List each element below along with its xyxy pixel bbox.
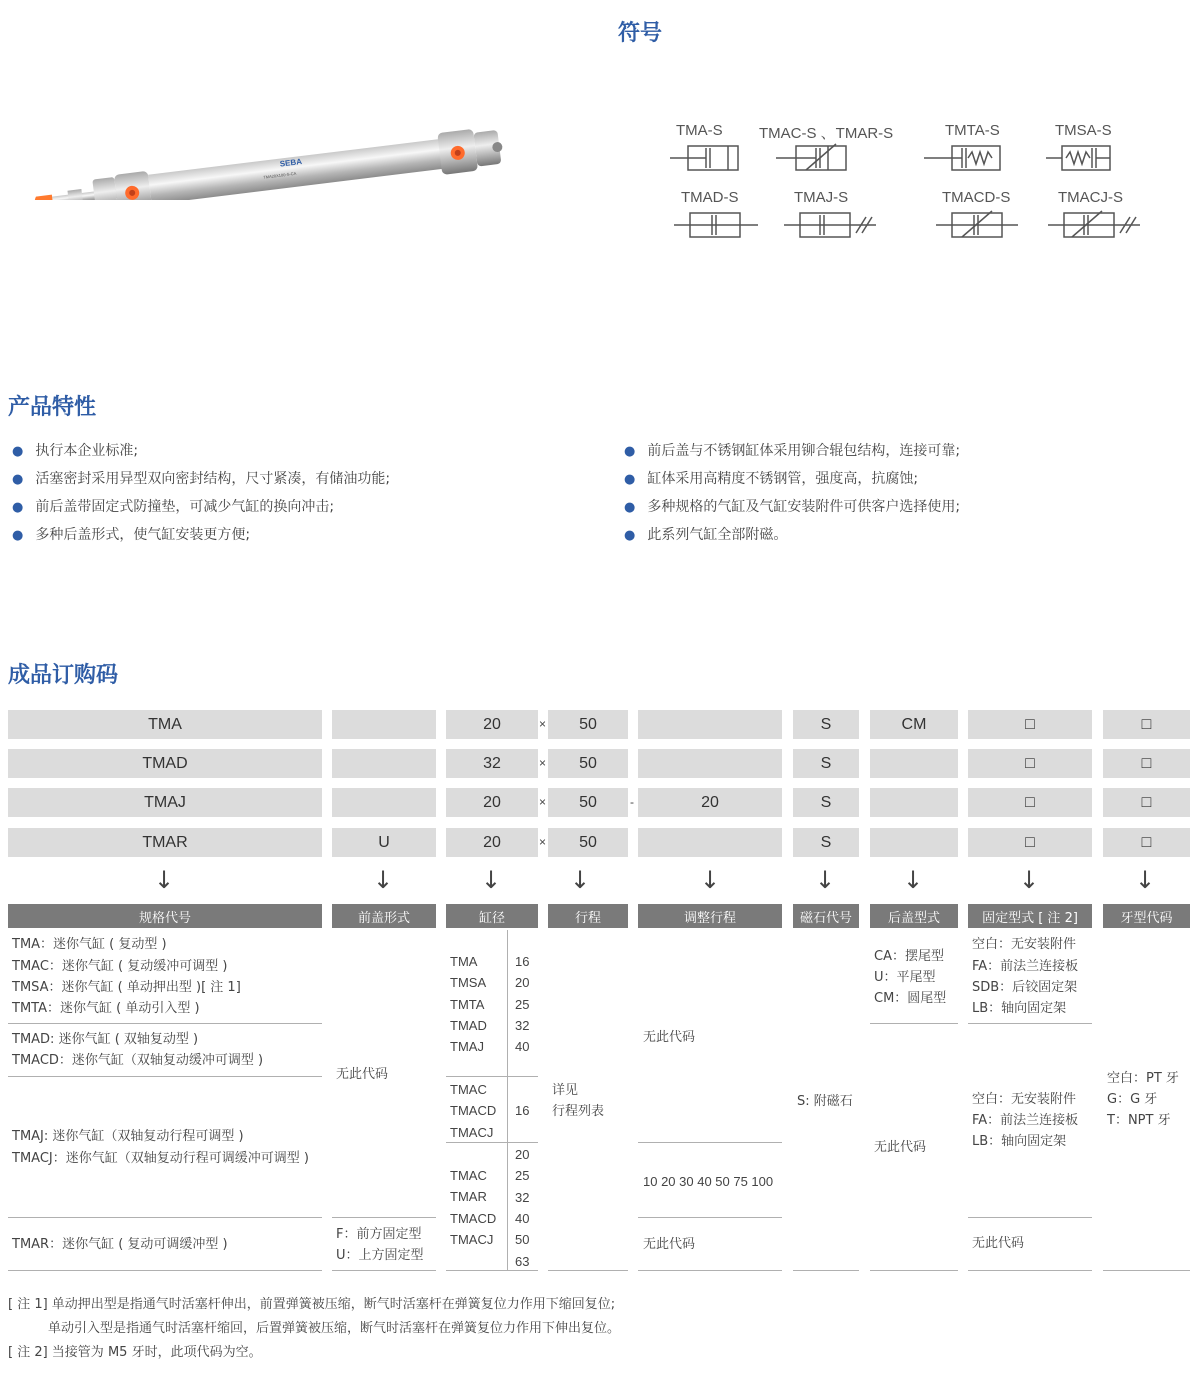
arrow-down-icon: ↓ xyxy=(1135,866,1156,894)
order-cell-model: TMAD xyxy=(8,749,322,778)
order-cell-rear xyxy=(870,828,958,857)
front-cover-none: 无此代码 xyxy=(336,1067,389,1082)
bore-value: 25 xyxy=(515,996,530,1012)
order-cell-mount: □ xyxy=(968,710,1092,739)
order-cell-thread: □ xyxy=(1103,710,1190,739)
bore-value: TMACD xyxy=(450,1210,497,1226)
mount-option: 空白：无安装附件 xyxy=(972,1092,1077,1107)
divider xyxy=(638,1217,782,1218)
order-cell-stroke: 50 xyxy=(548,710,628,739)
order-cell-model: TMAR xyxy=(8,828,322,857)
order-cell-x: × xyxy=(539,717,547,731)
note-2: [ 注 2] 当接管为 M5 牙时，此项代码为空。 xyxy=(8,1345,262,1360)
rear-cover-none: 无此代码 xyxy=(874,1140,927,1155)
spec-text: TMACD：迷你气缸（双轴复动缓冲可调型 ) xyxy=(12,1053,264,1068)
stroke-text: 行程列表 xyxy=(552,1104,605,1119)
order-cell-magnet: S xyxy=(793,828,859,857)
header-mount-type: 固定型式 [ 注 2] xyxy=(968,904,1092,928)
mount-option: 空白：无安装附件 xyxy=(972,937,1077,952)
bore-value: TMAC xyxy=(450,1082,487,1097)
symbol-tmacd-s-icon xyxy=(934,207,1034,247)
thread-option: G：G 牙 xyxy=(1107,1092,1158,1107)
spec-text: TMTA：迷你气缸 ( 单动引入型 ) xyxy=(12,1001,200,1016)
header-bore: 缸径 xyxy=(446,904,538,928)
bore-value: 20 xyxy=(515,975,530,991)
note-1-continued: 单动引入型是指通气时活塞杆缩回，后置弹簧被压缩，断气时活塞杆在弹簧复位力作用下伸出复位。 xyxy=(48,1321,621,1336)
cylinder-model-text: TMA20X100-S-CA xyxy=(262,170,297,180)
order-cell-model: TMAJ xyxy=(8,788,322,817)
order-cell-rear: CM xyxy=(870,710,958,739)
bore-value: 16 xyxy=(515,954,530,969)
divider xyxy=(332,1217,436,1218)
mount-option: FA：前法兰连接板 xyxy=(972,959,1079,974)
order-cell-bore: 20 xyxy=(446,710,538,739)
spec-text: TMAR：迷你气缸 ( 复动可调缓冲型 ) xyxy=(12,1237,228,1252)
feature-item: ● 前后盖与不锈钢缸体采用铆合辊包结构，连接可靠; xyxy=(624,443,961,459)
spec-text: TMSA：迷你气缸 ( 单动押出型 )[ 注 1] xyxy=(12,980,241,995)
bore-value: TMACD xyxy=(450,1103,497,1119)
bore-value: 63 xyxy=(515,1253,530,1269)
divider xyxy=(8,1076,322,1077)
cylinder-brand: SEBA xyxy=(279,156,303,169)
divider xyxy=(332,1270,436,1271)
magnet-text: S: 附磁石 xyxy=(797,1094,853,1109)
divider xyxy=(793,1270,859,1271)
order-cell-dash: - xyxy=(630,795,634,809)
arrow-down-icon: ↓ xyxy=(815,866,836,894)
rear-cover-option: CM：圆尾型 xyxy=(874,991,947,1006)
order-cell-x: × xyxy=(539,835,547,849)
cylinder-image xyxy=(28,100,508,200)
divider xyxy=(446,1076,538,1077)
rear-cover-option: CA：摆尾型 xyxy=(874,949,944,964)
order-cell-adjust: 20 xyxy=(638,788,782,817)
stroke-text: 详见 xyxy=(552,1083,579,1098)
order-title: 成品订购码 xyxy=(8,663,119,688)
order-cell-front xyxy=(332,749,436,778)
order-cell-rear xyxy=(870,788,958,817)
header-front-cover: 前盖形式 xyxy=(332,904,436,928)
order-cell-mount: □ xyxy=(968,749,1092,778)
symbols-title: 符号 xyxy=(618,21,663,46)
arrow-down-icon: ↓ xyxy=(700,866,721,894)
symbol-label: TMSA-S xyxy=(1055,122,1112,139)
bore-value: 20 xyxy=(515,1147,530,1162)
bore-value: 16 xyxy=(515,1103,530,1118)
symbol-tma-s-icon xyxy=(668,140,768,180)
mount-option: FA：前法兰连接板 xyxy=(972,1113,1079,1128)
order-cell-mount: □ xyxy=(968,788,1092,817)
divider xyxy=(1103,1270,1190,1271)
symbol-tmaj-s-icon xyxy=(782,207,882,247)
order-cell-front: U xyxy=(332,828,436,857)
thread-option: 空白：PT 牙 xyxy=(1107,1071,1179,1086)
divider xyxy=(968,1270,1092,1271)
header-rear-cover: 后盖型式 xyxy=(870,904,958,928)
bore-value: TMACJ xyxy=(450,1124,494,1140)
order-cell-stroke: 50 xyxy=(548,788,628,817)
order-cell-bore: 20 xyxy=(446,788,538,817)
divider xyxy=(638,1142,782,1143)
adjust-none: 无此代码 xyxy=(643,1237,696,1252)
header-adjust-stroke: 调整行程 xyxy=(638,904,782,928)
feature-item: ● 多种规格的气缸及气缸安装附件可供客户选择使用; xyxy=(624,499,961,515)
thread-option: T：NPT 牙 xyxy=(1107,1113,1171,1128)
order-cell-magnet: S xyxy=(793,749,859,778)
order-cell-x: × xyxy=(539,756,547,770)
symbol-tmta-s-icon xyxy=(922,140,1022,180)
feature-item: ● 缸体采用高精度不锈钢管，强度高，抗腐蚀; xyxy=(624,471,919,487)
symbol-tmad-s-icon xyxy=(672,207,772,247)
note-1: [ 注 1] 单动押出型是指通气时活塞杆伸出，前置弹簧被压缩，断气时活塞杆在弹簧复位力作用下缩回复位; xyxy=(8,1297,616,1312)
bore-value: 40 xyxy=(515,1039,530,1055)
rear-cover-option: U：平尾型 xyxy=(874,970,936,985)
bore-value: 32 xyxy=(515,1017,530,1033)
header-stroke: 行程 xyxy=(548,904,628,928)
symbol-label: TMAD-S xyxy=(681,189,739,206)
features-title: 产品特性 xyxy=(8,395,97,420)
divider xyxy=(507,930,508,1270)
adjust-values: 10 20 30 40 50 75 100 xyxy=(643,1174,774,1189)
arrow-down-icon: ↓ xyxy=(570,866,591,894)
divider xyxy=(8,1023,322,1024)
feature-item: ● 执行本企业标准; xyxy=(12,443,139,459)
order-cell-thread: □ xyxy=(1103,788,1190,817)
symbol-label: TMAJ-S xyxy=(794,189,849,206)
order-cell-adjust xyxy=(638,710,782,739)
symbol-tmac-s-icon xyxy=(772,140,872,180)
mount-option: SDB：后铰固定架 xyxy=(972,980,1078,995)
feature-item: ● 多种后盖形式，使气缸安装更方便; xyxy=(12,527,251,543)
order-cell-adjust xyxy=(638,828,782,857)
order-cell-rear xyxy=(870,749,958,778)
arrow-down-icon: ↓ xyxy=(373,866,394,894)
order-cell-magnet: S xyxy=(793,710,859,739)
feature-item: ● 活塞密封采用异型双向密封结构，尺寸紧凑，有储油功能; xyxy=(12,471,391,487)
divider xyxy=(8,1217,322,1218)
arrow-down-icon: ↓ xyxy=(481,866,502,894)
bore-value: 25 xyxy=(515,1168,530,1184)
order-cell-x: × xyxy=(539,795,547,809)
divider xyxy=(968,1217,1092,1218)
header-thread-code: 牙型代码 xyxy=(1103,904,1190,928)
order-cell-stroke: 50 xyxy=(548,828,628,857)
header-model-code: 规格代号 xyxy=(8,904,322,928)
order-cell-front xyxy=(332,788,436,817)
order-cell-stroke: 50 xyxy=(548,749,628,778)
order-cell-mount: □ xyxy=(968,828,1092,857)
mount-none: 无此代码 xyxy=(972,1236,1025,1251)
order-cell-adjust xyxy=(638,749,782,778)
order-cell-thread: □ xyxy=(1103,828,1190,857)
bore-value: TMAC xyxy=(450,1168,487,1183)
mount-option: LB：轴向固定架 xyxy=(972,1001,1067,1016)
spec-text: TMA：迷你气缸 ( 复动型 ) xyxy=(12,937,167,952)
divider xyxy=(446,1270,538,1271)
symbol-label: TMAC-S 、TMAR-S xyxy=(759,125,894,142)
feature-item: ● 此系列气缸全部附磁。 xyxy=(624,527,788,543)
arrow-down-icon: ↓ xyxy=(1019,866,1040,894)
bore-value: TMSA xyxy=(450,975,487,991)
bore-value: 32 xyxy=(515,1189,530,1205)
divider xyxy=(870,1023,958,1024)
symbol-tmacj-s-icon xyxy=(1046,207,1146,247)
divider xyxy=(968,1023,1092,1024)
mount-option: LB：轴向固定架 xyxy=(972,1134,1067,1149)
symbol-label: TMACJ-S xyxy=(1058,189,1123,206)
symbol-label: TMA-S xyxy=(676,122,723,139)
divider xyxy=(870,1270,958,1271)
bore-value: TMACJ xyxy=(450,1231,494,1247)
symbol-tmsa-s-icon xyxy=(1044,140,1144,180)
order-cell-model: TMA xyxy=(8,710,322,739)
symbol-label: TMTA-S xyxy=(945,122,1000,139)
header-magnet-code: 磁石代号 xyxy=(793,904,859,928)
feature-item: ● 前后盖带固定式防撞垫，可减少气缸的换向冲击; xyxy=(12,499,335,515)
spec-text: TMAD: 迷你气缸 ( 双轴复动型 ) xyxy=(12,1032,199,1047)
symbol-label: TMACD-S xyxy=(942,189,1011,206)
divider xyxy=(638,1270,782,1271)
order-cell-magnet: S xyxy=(793,788,859,817)
divider xyxy=(446,1142,538,1143)
bore-value: TMAJ xyxy=(450,1039,484,1055)
spec-text: TMAC：迷你气缸 ( 复动缓冲可调型 ) xyxy=(12,959,228,974)
adjust-none: 无此代码 xyxy=(643,1030,696,1045)
divider xyxy=(548,1270,628,1271)
bore-value: TMA xyxy=(450,954,478,969)
divider xyxy=(8,1270,322,1271)
spec-text: TMAJ: 迷你气缸（双轴复动行程可调型 ) xyxy=(12,1129,244,1144)
front-cover-option: U：上方固定型 xyxy=(336,1248,424,1263)
order-cell-front xyxy=(332,710,436,739)
bore-value: TMTA xyxy=(450,996,485,1012)
order-cell-bore: 20 xyxy=(446,828,538,857)
arrow-down-icon: ↓ xyxy=(903,866,924,894)
bore-value: 40 xyxy=(515,1210,530,1226)
arrow-down-icon: ↓ xyxy=(154,866,175,894)
bore-value: TMAD xyxy=(450,1017,487,1033)
spec-text: TMACJ：迷你气缸（双轴复动行程可调缓冲可调型 ) xyxy=(12,1151,309,1166)
bore-value: TMAR xyxy=(450,1189,487,1205)
order-cell-bore: 32 xyxy=(446,749,538,778)
order-cell-thread: □ xyxy=(1103,749,1190,778)
bore-value: 50 xyxy=(515,1232,530,1248)
front-cover-option: F：前方固定型 xyxy=(336,1227,422,1242)
